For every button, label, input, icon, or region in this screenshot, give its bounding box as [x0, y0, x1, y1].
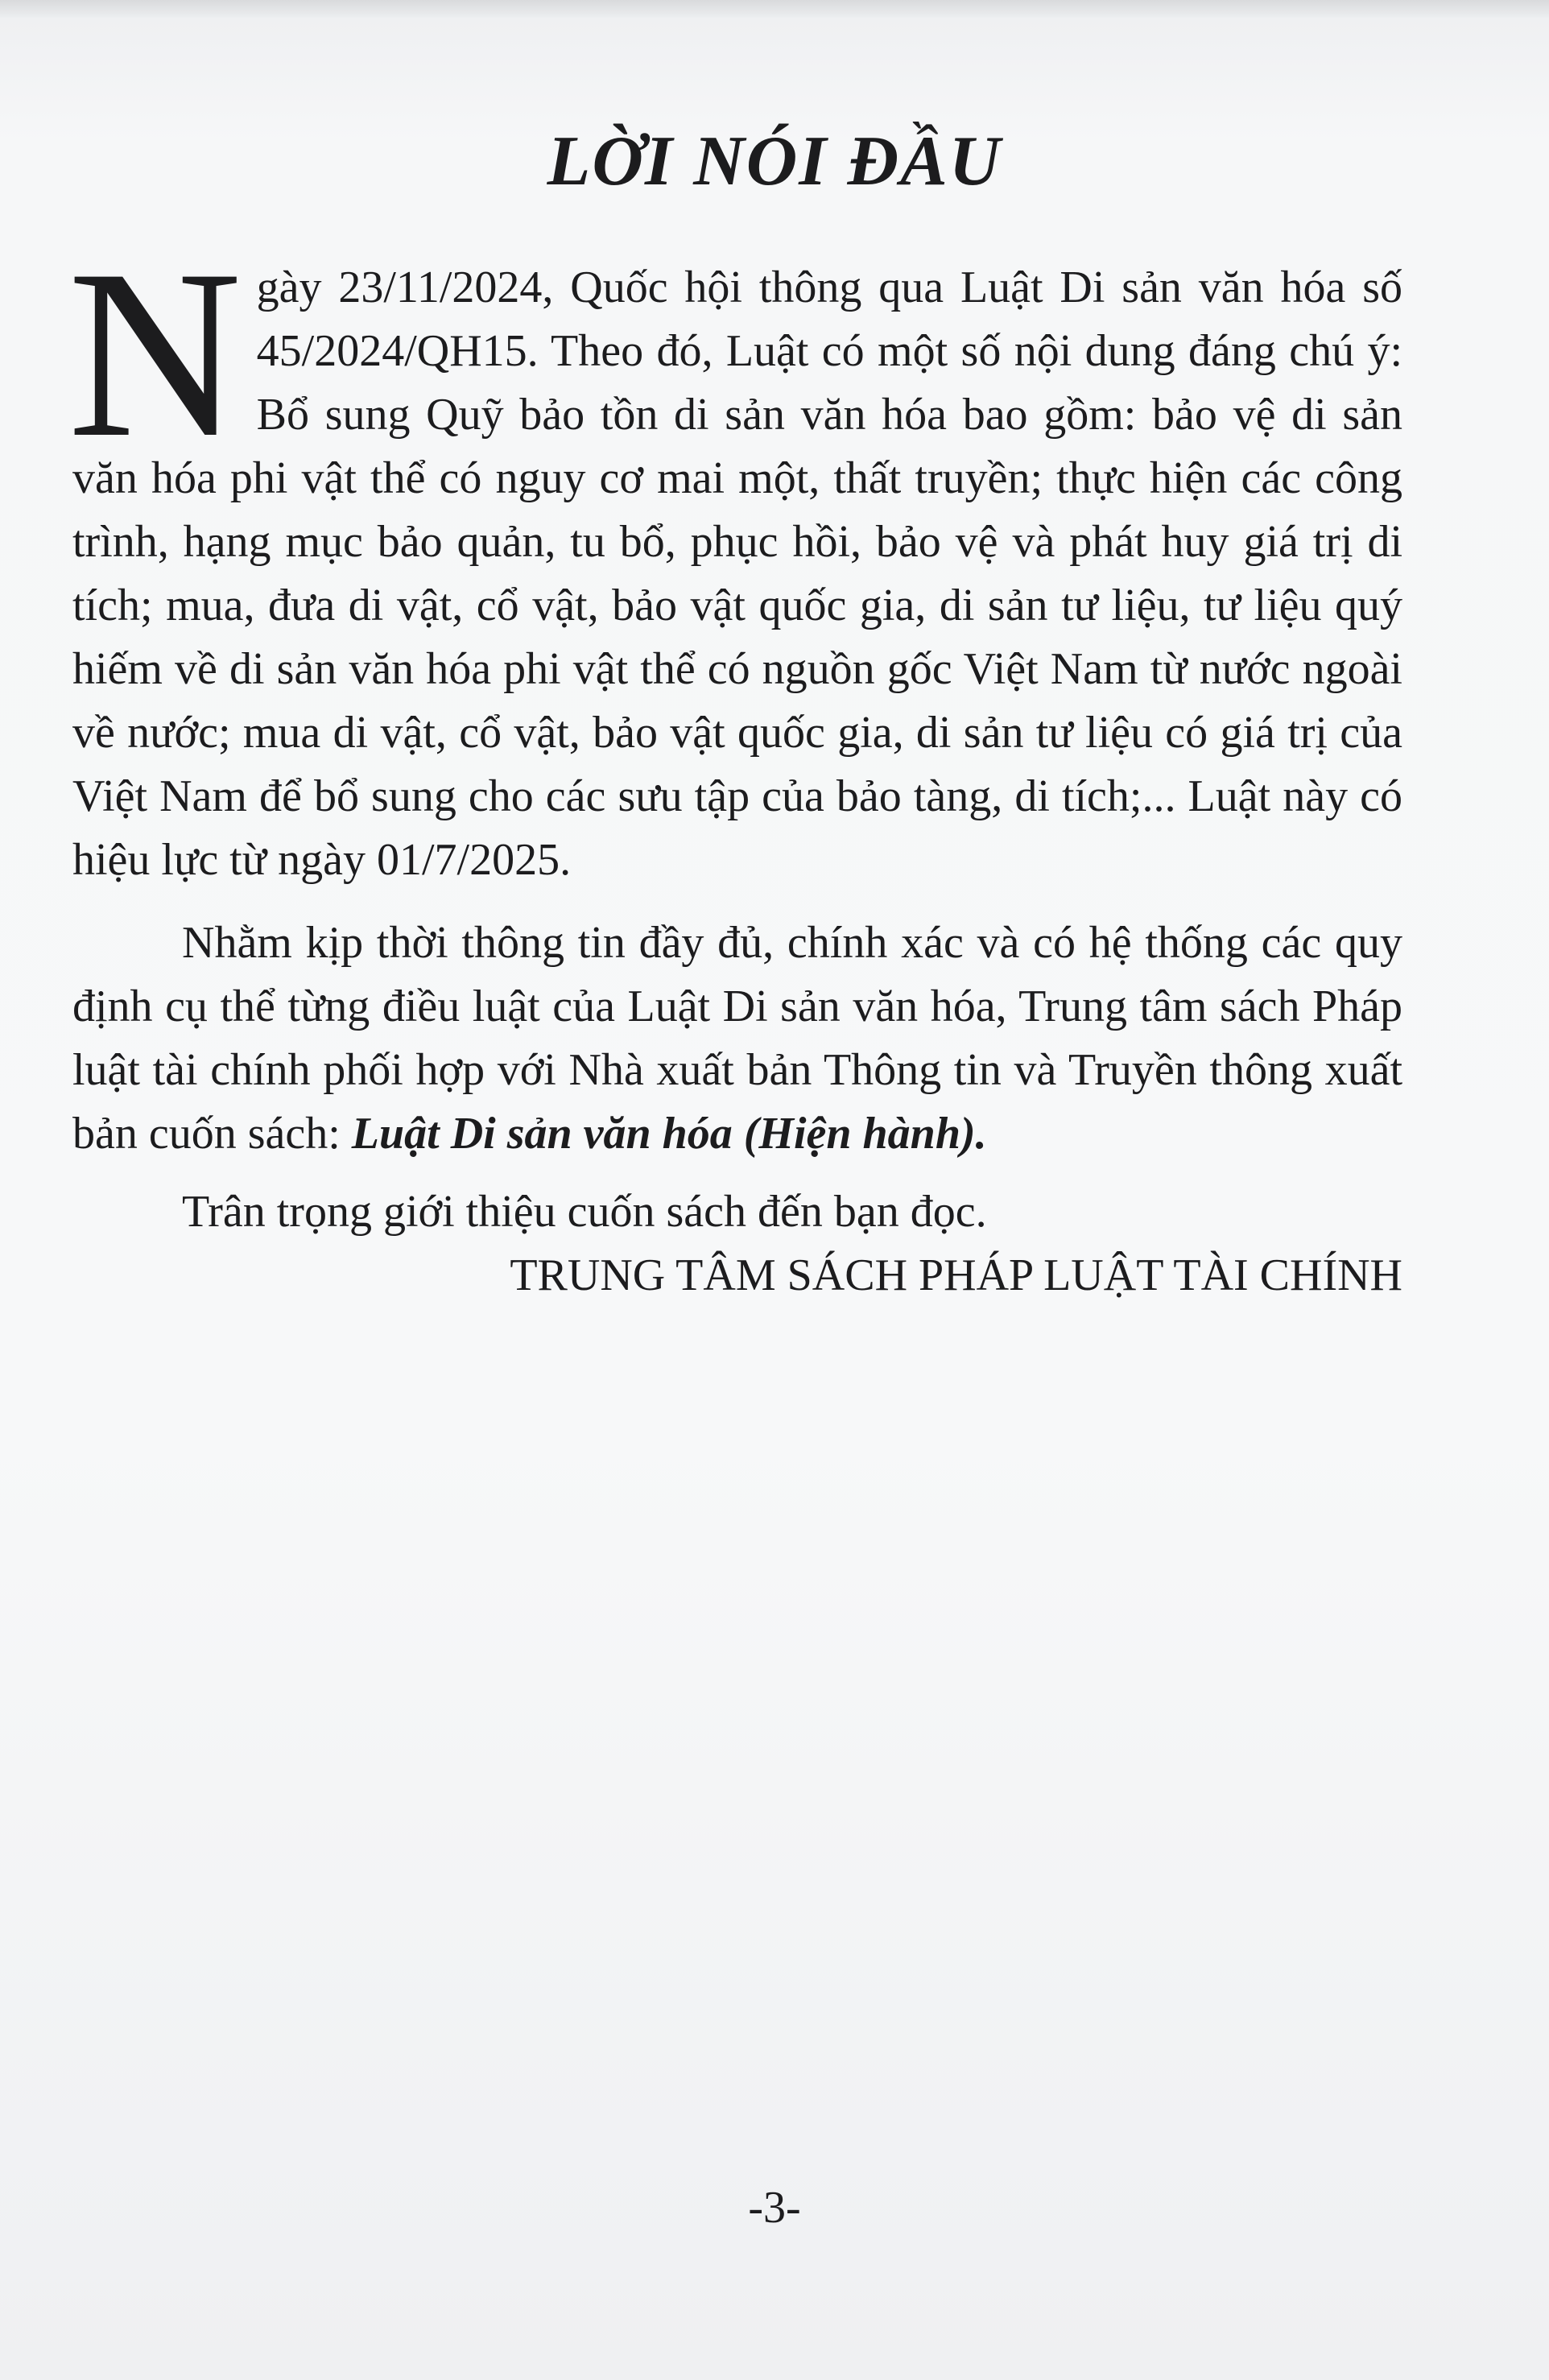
drop-cap: N: [68, 220, 242, 487]
intro-paragraph: [68, 220, 1402, 892]
page-heading: LỜI NÓI ĐẦU: [547, 122, 1002, 200]
signature: TRUNG TÂM SÁCH PHÁP LUẬT TÀI CHÍNH: [510, 1250, 1402, 1300]
body-text: [68, 220, 1402, 1308]
page-number: -3-: [748, 2183, 801, 2233]
purpose-paragraph: [72, 911, 1402, 1166]
closing-paragraph: Trân trọng giới thiệu cuốn sách đến bạn đọc.: [182, 1187, 987, 1237]
intro-text: gày 23/11/2024, Quốc hội thông qua Luật Di sản văn hóa số 45/2024/QH15. Theo đó, Luật có một số nội dung đáng chú ý: Bổ sung Quỹ bảo tồn di sản văn hóa bao gồm: bảo vệ di sản văn hóa phi vật thể có nguy cơ mai một, thất truyền; thực hiện các công trình, hạng mục bảo quản, tu bổ, phục hồi, bảo vệ và phát huy giá trị di tích; mua, đưa di vật, cổ vật, bảo vật quốc gia, di sản tư liệu, tư liệu quý hiếm về di sản văn hóa phi vật thể có nguồn gốc Việt Nam từ nước ngoài về nước; mua di vật, cổ vật, bảo vật quốc gia, di sản tư liệu có giá trị của Việt Nam để bổ sung cho các sưu tập của bảo tàng, di tích;... Luật này có hiệu lực từ ngày 01/7/2025.: [72, 262, 1402, 885]
book-title: Luật Di sản văn hóa (Hiện hành).: [351, 1109, 987, 1159]
purpose-text: Nhằm kịp thời thông tin đầy đủ, chính xác và có hệ thống các quy định cụ thể từng điều luật của Luật Di sản văn hóa, Trung tâm sách Pháp luật tài chính phối hợp với Nhà xuất bản Thông tin và Truyền thông xuất bản cuốn sách:: [72, 918, 1402, 1159]
page-top-edge: [0, 0, 1549, 18]
